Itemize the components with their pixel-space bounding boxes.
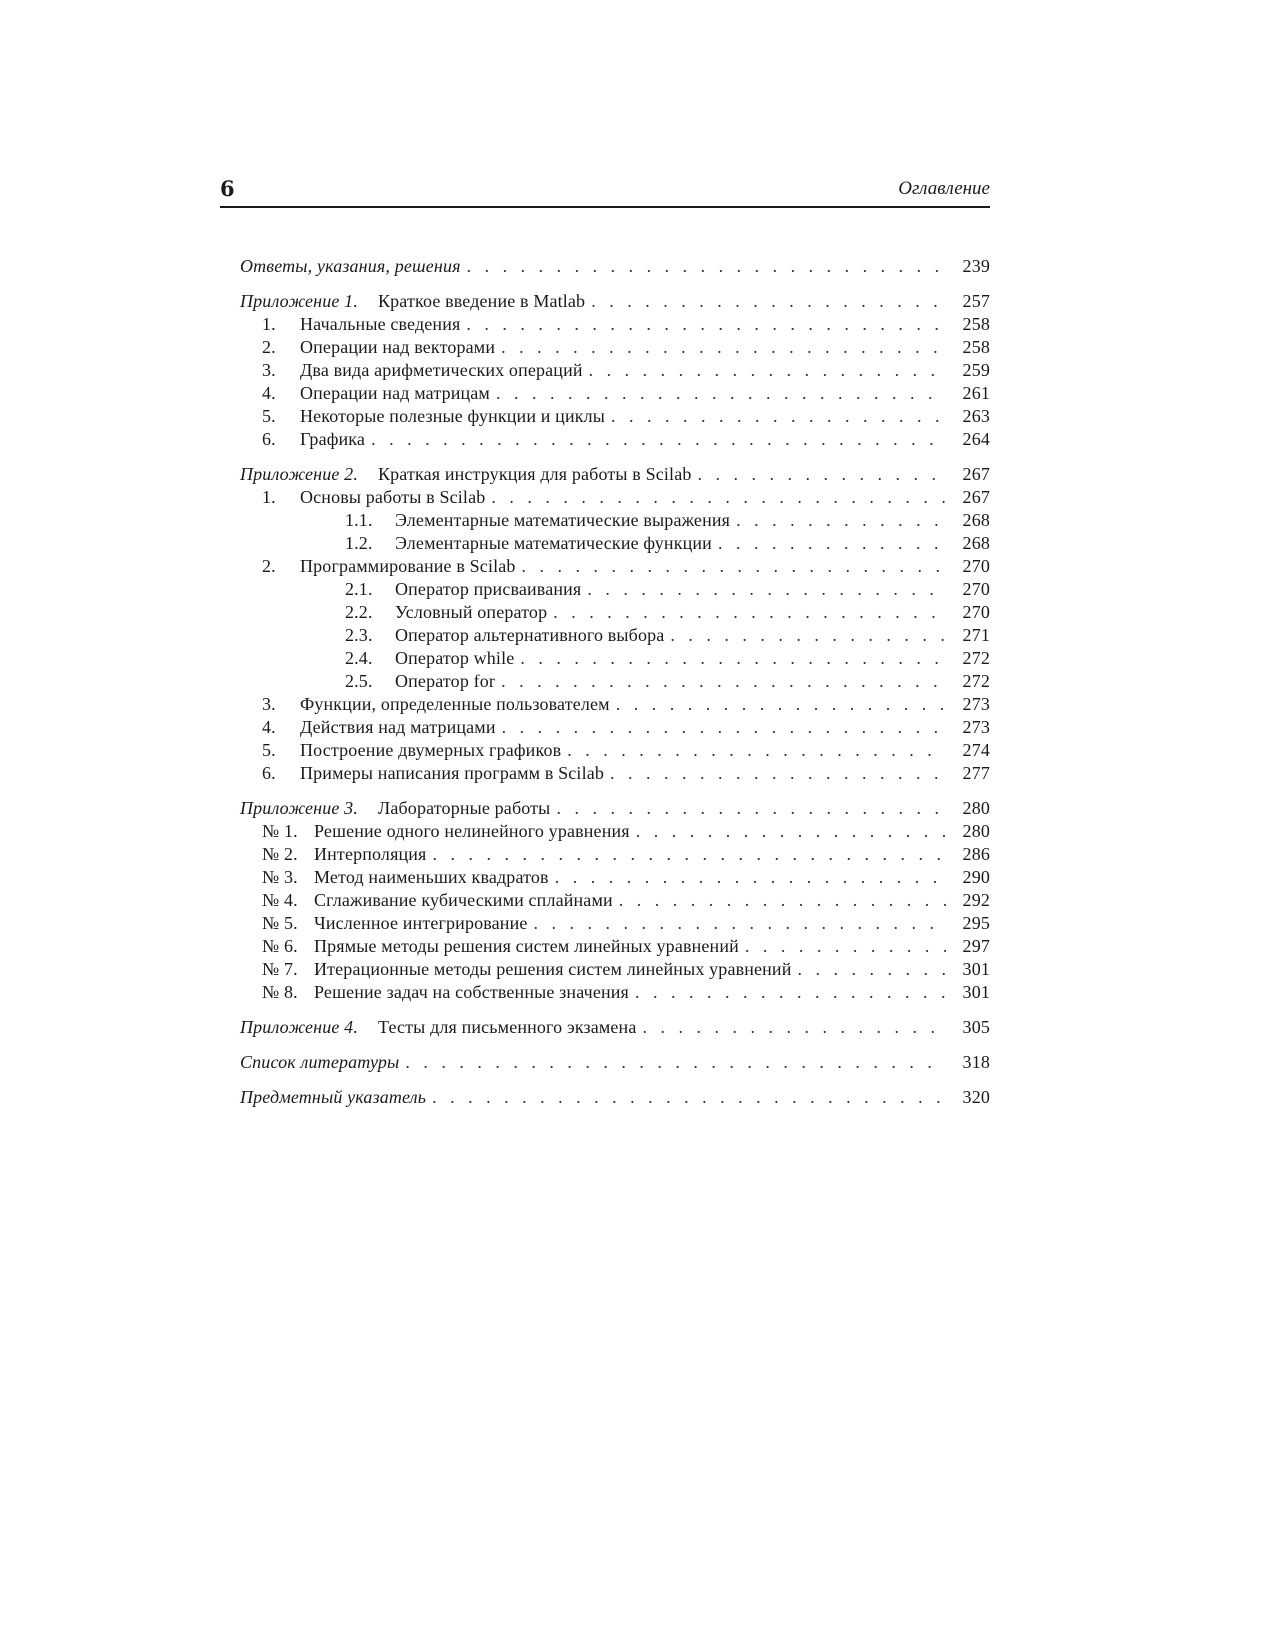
toc-entry-title: Решение задач на собственные значения <box>314 982 629 1002</box>
toc-entry-title: Построение двумерных графиков <box>300 740 562 760</box>
dot-leader <box>501 670 946 693</box>
dot-leader <box>698 463 947 486</box>
toc-entry-title: Примеры написания программ в Scilab <box>300 763 605 783</box>
table-of-contents <box>240 255 990 1109</box>
toc-entry-page: 301 <box>962 982 990 1002</box>
dot-leader <box>587 578 946 601</box>
toc-entry-number: № 6. <box>262 936 298 956</box>
dot-leader <box>591 290 946 313</box>
toc-entry-title: Итерационные методы решения систем линейных уравнений <box>314 959 792 979</box>
toc-entry[interactable] <box>240 935 990 958</box>
toc-entry-page: 305 <box>962 1017 990 1037</box>
dot-leader <box>798 958 947 981</box>
toc-entry-page: 267 <box>962 464 990 484</box>
toc-entry-page: 239 <box>962 256 990 276</box>
toc-entry[interactable] <box>240 820 990 843</box>
toc-entry[interactable] <box>240 1051 990 1074</box>
toc-entry-page: 261 <box>962 383 990 403</box>
toc-entry-number: 4. <box>262 383 276 403</box>
toc-entry-page: 301 <box>962 959 990 979</box>
toc-entry-number: № 4. <box>262 890 298 910</box>
toc-entry[interactable] <box>240 670 990 693</box>
dot-leader <box>745 935 946 958</box>
dot-leader <box>635 981 946 1004</box>
dot-leader <box>520 647 946 670</box>
toc-entry-page: 280 <box>962 798 990 818</box>
toc-entry-title: Начальные сведения <box>300 314 461 334</box>
page-number: 6 <box>220 176 235 201</box>
toc-entry-page: 258 <box>962 314 990 334</box>
toc-entry[interactable] <box>240 624 990 647</box>
toc-entry-number: 2.1. <box>345 579 373 599</box>
dot-leader <box>491 486 946 509</box>
dot-leader <box>502 716 946 739</box>
dot-leader <box>522 555 946 578</box>
toc-entry[interactable] <box>240 762 990 785</box>
toc-entry-number: № 5. <box>262 913 298 933</box>
dot-leader <box>467 255 946 278</box>
toc-entry-number: 6. <box>262 763 276 783</box>
toc-entry-title: Оператор for <box>395 671 496 691</box>
toc-entry-title: Действия над матрицами <box>300 717 496 737</box>
toc-entry[interactable] <box>240 843 990 866</box>
toc-entry-title: Тесты для письменного экзамена <box>377 1017 637 1037</box>
toc-entry[interactable] <box>240 981 990 1004</box>
toc-entry[interactable] <box>240 509 990 532</box>
toc-entry-title: Лабораторные работы <box>377 798 551 818</box>
dot-leader <box>555 866 946 889</box>
toc-entry-page: 273 <box>962 694 990 714</box>
toc-entry-title: Два вида арифметических операций <box>300 360 583 380</box>
toc-entry-title: Операции над матрицам <box>300 383 490 403</box>
dot-leader <box>610 762 946 785</box>
toc-entry-page: 271 <box>962 625 990 645</box>
toc-entry-title: Ответы, указания, решения <box>240 256 461 276</box>
toc-entry-number: 5. <box>262 406 276 426</box>
toc-entry[interactable] <box>240 1016 990 1039</box>
dot-leader <box>589 359 946 382</box>
toc-entry-page: 295 <box>962 913 990 933</box>
toc-entry-page: 297 <box>962 936 990 956</box>
toc-entry-title: Оператор while <box>395 648 515 668</box>
toc-entry-number: 3. <box>262 694 276 714</box>
toc-entry-page: 274 <box>962 740 990 760</box>
toc-entry-page: 257 <box>962 291 990 311</box>
toc-entry-page: 268 <box>962 510 990 530</box>
toc-entry-title: Оператор присваивания <box>395 579 582 599</box>
toc-entry-number: 2.3. <box>345 625 373 645</box>
dot-leader <box>636 820 946 843</box>
toc-entry[interactable] <box>240 958 990 981</box>
toc-entry-number: 2.2. <box>345 602 373 622</box>
toc-entry-title: Некоторые полезные функции и циклы <box>300 406 606 426</box>
toc-entry-title: Оператор альтернативного выбора <box>395 625 665 645</box>
toc-entry-number: 1. <box>262 487 276 507</box>
dot-leader <box>616 693 946 716</box>
dot-leader <box>670 624 946 647</box>
toc-entry-number: № 2. <box>262 844 298 864</box>
toc-entry[interactable] <box>240 290 990 313</box>
toc-entry-page: 290 <box>962 867 990 887</box>
running-title: Оглавление <box>898 178 990 199</box>
toc-entry[interactable] <box>240 912 990 935</box>
toc-entry-number: № 1. <box>262 821 298 841</box>
dot-leader <box>496 382 946 405</box>
toc-entry-prefix: Приложение 2. <box>240 464 358 484</box>
toc-entry[interactable] <box>240 532 990 555</box>
toc-entry-title: Численное интегрирование <box>314 913 528 933</box>
toc-entry-number: № 7. <box>262 959 298 979</box>
toc-entry-prefix: Приложение 4. <box>240 1017 358 1037</box>
dot-leader <box>567 739 946 762</box>
toc-entry[interactable] <box>240 889 990 912</box>
toc-entry-page: 292 <box>962 890 990 910</box>
toc-entry[interactable] <box>240 693 990 716</box>
toc-entry-title: Предметный указатель <box>240 1087 427 1107</box>
toc-entry-number: № 8. <box>262 982 298 1002</box>
toc-entry-title: Прямые методы решения систем линейных уравнений <box>314 936 739 956</box>
toc-entry-title: Краткая инструкция для работы в Scilab <box>377 464 692 484</box>
dot-leader <box>611 405 946 428</box>
toc-entry-page: 264 <box>962 429 990 449</box>
toc-entry[interactable] <box>240 428 990 451</box>
dot-leader <box>433 843 947 866</box>
toc-entry[interactable] <box>240 463 990 486</box>
toc-entry[interactable] <box>240 1086 990 1109</box>
toc-entry-number: 1.2. <box>345 533 373 553</box>
toc-entry-page: 258 <box>962 337 990 357</box>
running-header <box>220 170 990 208</box>
toc-entry[interactable] <box>240 866 990 889</box>
toc-entry-title: Операции над векторами <box>300 337 496 357</box>
toc-entry-page: 270 <box>962 602 990 622</box>
toc-entry-number: 2. <box>262 337 276 357</box>
toc-entry-number: 2.5. <box>345 671 373 691</box>
toc-entry-prefix: Приложение 1. <box>240 291 358 311</box>
toc-entry-page: 270 <box>962 579 990 599</box>
toc-entry-number: 3. <box>262 360 276 380</box>
toc-entry-page: 259 <box>962 360 990 380</box>
toc-entry[interactable] <box>240 716 990 739</box>
toc-entry-title: Элементарные математические функции <box>395 533 712 553</box>
toc-entry-prefix: Приложение 3. <box>240 798 358 818</box>
toc-entry[interactable] <box>240 647 990 670</box>
toc-entry-number: 2.4. <box>345 648 373 668</box>
toc-entry-page: 286 <box>962 844 990 864</box>
toc-entry-title: Графика <box>300 429 366 449</box>
toc-entry-title: Основы работы в Scilab <box>300 487 486 507</box>
toc-entry-number: 6. <box>262 429 276 449</box>
dot-leader <box>501 336 946 359</box>
toc-entry-page: 270 <box>962 556 990 576</box>
toc-entry-title: Программирование в Scilab <box>300 556 516 576</box>
toc-entry-page: 263 <box>962 406 990 426</box>
toc-entry-title: Список литературы <box>240 1052 400 1072</box>
dot-leader <box>371 428 946 451</box>
toc-entry-number: № 3. <box>262 867 298 887</box>
toc-entry-number: 1.1. <box>345 510 373 530</box>
dot-leader <box>619 889 946 912</box>
toc-entry-page: 318 <box>962 1052 990 1072</box>
toc-entry-number: 4. <box>262 717 276 737</box>
toc-entry[interactable] <box>240 313 990 336</box>
toc-entry-page: 272 <box>962 671 990 691</box>
toc-entry-title: Условный оператор <box>395 602 548 622</box>
toc-entry-title: Функции, определенные пользователем <box>300 694 610 714</box>
dot-leader <box>553 601 946 624</box>
toc-entry-number: 2. <box>262 556 276 576</box>
toc-entry[interactable] <box>240 555 990 578</box>
toc-entry-title: Метод наименьших квадратов <box>314 867 549 887</box>
toc-entry[interactable] <box>240 382 990 405</box>
dot-leader <box>534 912 946 935</box>
toc-entry-number: 1. <box>262 314 276 334</box>
toc-entry-page: 320 <box>962 1087 990 1107</box>
toc-entry-title: Решение одного нелинейного уравнения <box>314 821 630 841</box>
toc-entry[interactable] <box>240 255 990 278</box>
toc-entry[interactable] <box>240 359 990 382</box>
toc-entry[interactable] <box>240 336 990 359</box>
dot-leader <box>556 797 946 820</box>
dot-leader <box>466 313 946 336</box>
toc-entry-title: Элементарные математические выражения <box>395 510 731 530</box>
toc-entry-title: Интерполяция <box>314 844 427 864</box>
dot-leader <box>642 1016 946 1039</box>
dot-leader <box>405 1051 946 1074</box>
toc-entry[interactable] <box>240 486 990 509</box>
dot-leader <box>432 1086 946 1109</box>
dot-leader <box>736 509 946 532</box>
toc-entry-title: Сглаживание кубическими сплайнами <box>314 890 613 910</box>
dot-leader <box>718 532 946 555</box>
toc-entry-page: 280 <box>962 821 990 841</box>
toc-entry-page: 267 <box>962 487 990 507</box>
toc-entry[interactable] <box>240 601 990 624</box>
toc-entry-page: 268 <box>962 533 990 553</box>
toc-entry-title: Краткое введение в Matlab <box>377 291 586 311</box>
toc-entry[interactable] <box>240 797 990 820</box>
toc-entry[interactable] <box>240 739 990 762</box>
toc-entry-page: 277 <box>962 763 990 783</box>
toc-entry[interactable] <box>240 405 990 428</box>
toc-entry-page: 273 <box>962 717 990 737</box>
toc-entry-page: 272 <box>962 648 990 668</box>
toc-entry-number: 5. <box>262 740 276 760</box>
toc-entry[interactable] <box>240 578 990 601</box>
